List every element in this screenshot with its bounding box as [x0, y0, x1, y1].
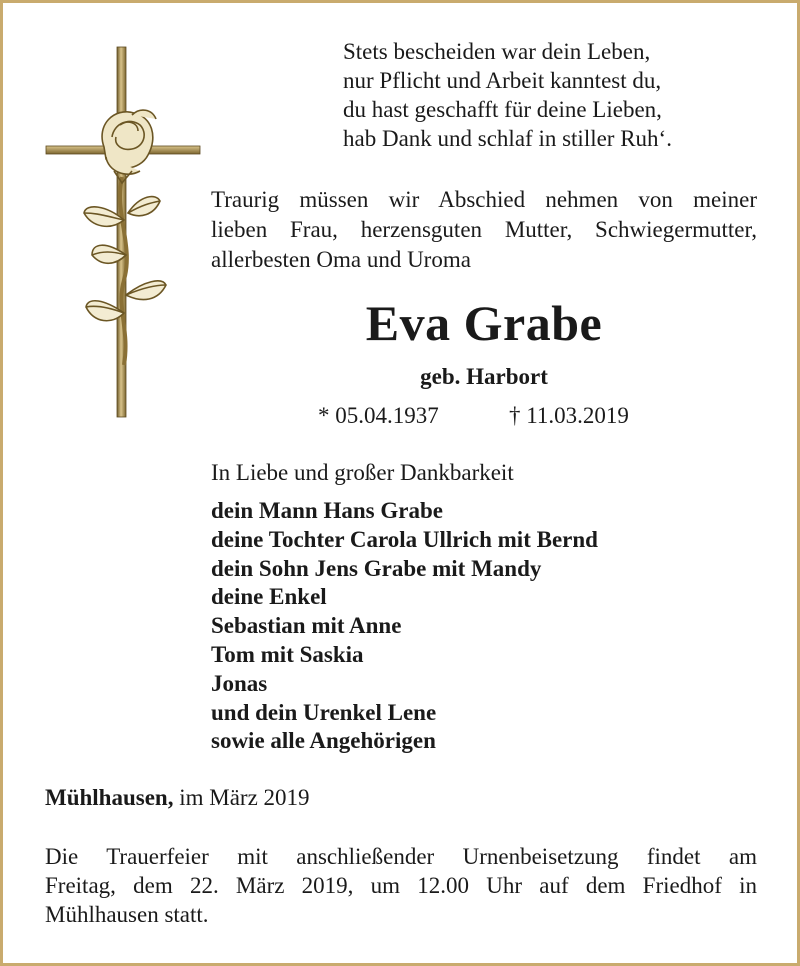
mourner-item: deine Enkel — [211, 584, 327, 610]
intro-line: lieben Frau, herzensguten Mutter, Schwiegermutter, — [211, 217, 757, 242]
birth-date: * 05.04.1937 — [318, 403, 439, 428]
mourner-item: deine Tochter Carola Ullrich mit Bernd — [211, 526, 598, 552]
service-line: Mühlhausen statt. — [45, 902, 209, 927]
place-city: Mühlhausen, — [45, 785, 174, 810]
gratitude-line: In Liebe und großer Dankbarkeit — [211, 460, 514, 485]
mourner-item: Tom mit Saskia — [211, 641, 364, 667]
deceased-name: Eva Grabe — [365, 295, 603, 351]
mourners-list — [211, 497, 598, 756]
mourner-item: dein Sohn Jens Grabe mit Mandy — [211, 555, 542, 581]
place-date: im März 2019 — [179, 785, 310, 810]
intro-line: allerbesten Oma und Uroma — [211, 247, 471, 272]
verse-line: Stets bescheiden war dein Leben, — [343, 39, 651, 64]
cross-with-rose-icon — [44, 45, 204, 420]
mourner-item: dein Mann Hans Grabe — [211, 498, 443, 523]
maiden-name: geb. Harbort — [420, 364, 548, 389]
mourner-item: Sebastian mit Anne — [211, 613, 402, 639]
mourner-item: Jonas — [211, 670, 268, 696]
memorial-verse — [343, 37, 672, 153]
verse-line: nur Pflicht und Arbeit kanntest du, — [343, 68, 662, 93]
mourner-item: sowie alle Angehörigen — [211, 728, 436, 754]
funeral-service-notice — [45, 842, 757, 929]
mourner-item: und dein Urenkel Lene — [211, 699, 437, 725]
verse-line: hab Dank und schlaf in stiller Ruh‘. — [343, 126, 672, 151]
announcement-intro — [211, 185, 757, 275]
place-and-date — [45, 783, 310, 813]
intro-line: Traurig müssen wir Abschied nehmen von meiner — [211, 187, 757, 212]
verse-line: du hast geschafft für deine Lieben, — [343, 97, 662, 122]
service-line: Die Trauerfeier mit anschließender Urnenbeisetzung findet am — [45, 844, 757, 869]
death-date: † 11.03.2019 — [509, 403, 629, 428]
service-line: Freitag, dem 22. März 2019, um 12.00 Uhr auf dem Friedhof in — [45, 873, 757, 898]
